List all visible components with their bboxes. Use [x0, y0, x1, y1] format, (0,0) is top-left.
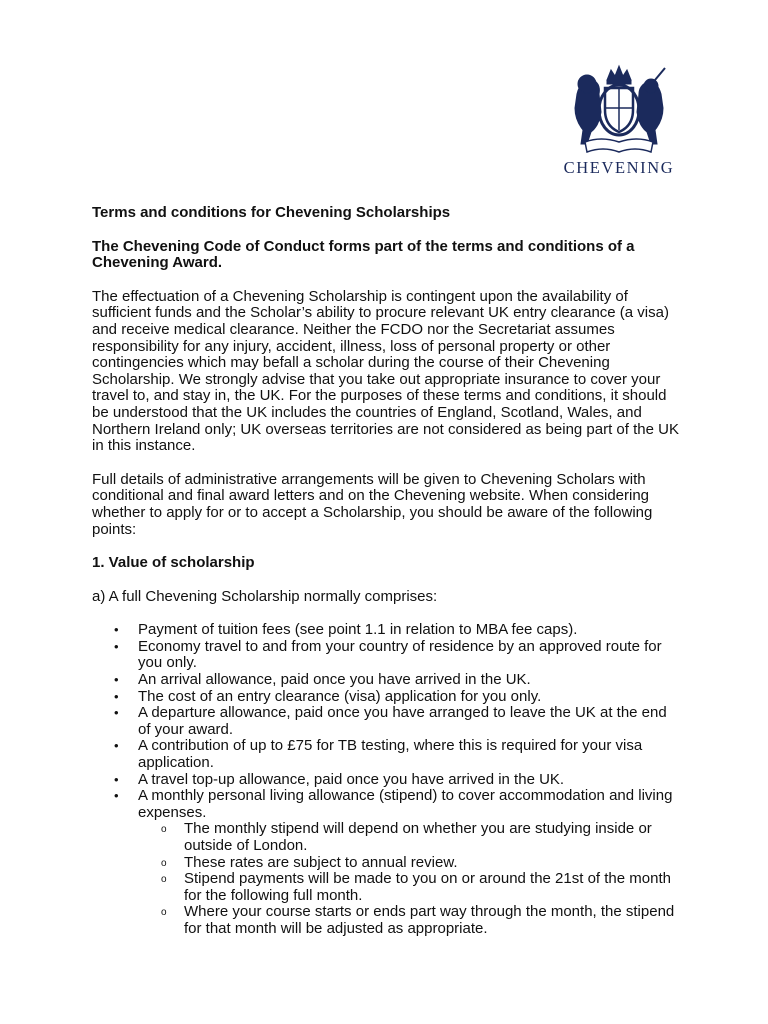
scholarship-components-list — [92, 622, 682, 821]
sub-list-item: o Stipend payments will be made to you on or around the 21st of the month for the following full month. — [92, 871, 682, 904]
subsection-a-intro: a) A full Chevening Scholarship normally comprises: — [92, 587, 438, 605]
stipend-details-wrapper — [92, 821, 682, 937]
list-item: • A monthly personal living allowance (stipend) to cover accommodation and living expenses. — [92, 788, 682, 821]
list-item: • A contribution of up to £75 for TB testing, where this is required for your visa application. — [92, 738, 682, 771]
sub-list-item: o The monthly stipend will depend on whether you are studying inside or outside of London. — [92, 821, 682, 854]
sub-list-item: o These rates are subject to annual review. — [92, 855, 682, 872]
list-item: • A departure allowance, paid once you have arranged to leave the UK at the end of your award. — [92, 705, 682, 738]
sub-list-item: o Where your course starts or ends part way through the month, the stipend for that month will be adjusted as appropriate. — [92, 904, 682, 937]
list-item: • Economy travel to and from your country of residence by an approved route for you only. — [92, 639, 682, 672]
list-item: • Payment of tuition fees (see point 1.1 in relation to MBA fee caps). — [92, 622, 682, 639]
document-body — [92, 205, 682, 938]
list-item: • An arrival allowance, paid once you have arrived in the UK. — [92, 672, 682, 689]
royal-coat-of-arms-icon — [561, 60, 677, 156]
stipend-details-container — [92, 821, 682, 937]
paragraph-effectuation: The effectuation of a Chevening Scholarship is contingent upon the availability of sufficient funds and the Scholar’s ability to procure relevant UK entry clearance (a visa) and receive medical clearance. Neither the FCDO nor the Secretariat assumes responsibility for any injury, accident, illness, loss of personal property or other contingencies which may befall a scholar during the course of their Chevening Scholarship. We strongly advise that you take out appropriate insurance to cover your travel to, and stay in, the UK. For the purposes of these terms and conditions, it should be understood that the UK includes the countries of England, Scotland, Wales, and Northern Ireland only; UK overseas territories are not considered as being part of the UK in this instance. — [92, 287, 679, 455]
list-item: • A travel top-up allowance, paid once you have arrived in the UK. — [92, 772, 682, 789]
document-title: Terms and conditions for Chevening Scholarships — [92, 204, 451, 221]
list-item: • The cost of an entry clearance (visa) application for you only. — [92, 689, 682, 706]
chevening-logo — [556, 60, 682, 178]
code-of-conduct-statement: The Chevening Code of Conduct forms part of the terms and conditions of a Chevening Award. — [92, 237, 635, 272]
chevening-wordmark: CHEVENING — [563, 158, 675, 177]
paragraph-administrative-arrangements: Full details of administrative arrangements will be given to Chevening Scholars with conditional and final award letters and on the Chevening website. When considering whether to apply for or to accept a Scholarship, you should be aware of the following points: — [92, 470, 653, 538]
section-heading-value-of-scholarship: 1. Value of scholarship — [92, 554, 255, 572]
stipend-sub-list — [138, 821, 682, 937]
